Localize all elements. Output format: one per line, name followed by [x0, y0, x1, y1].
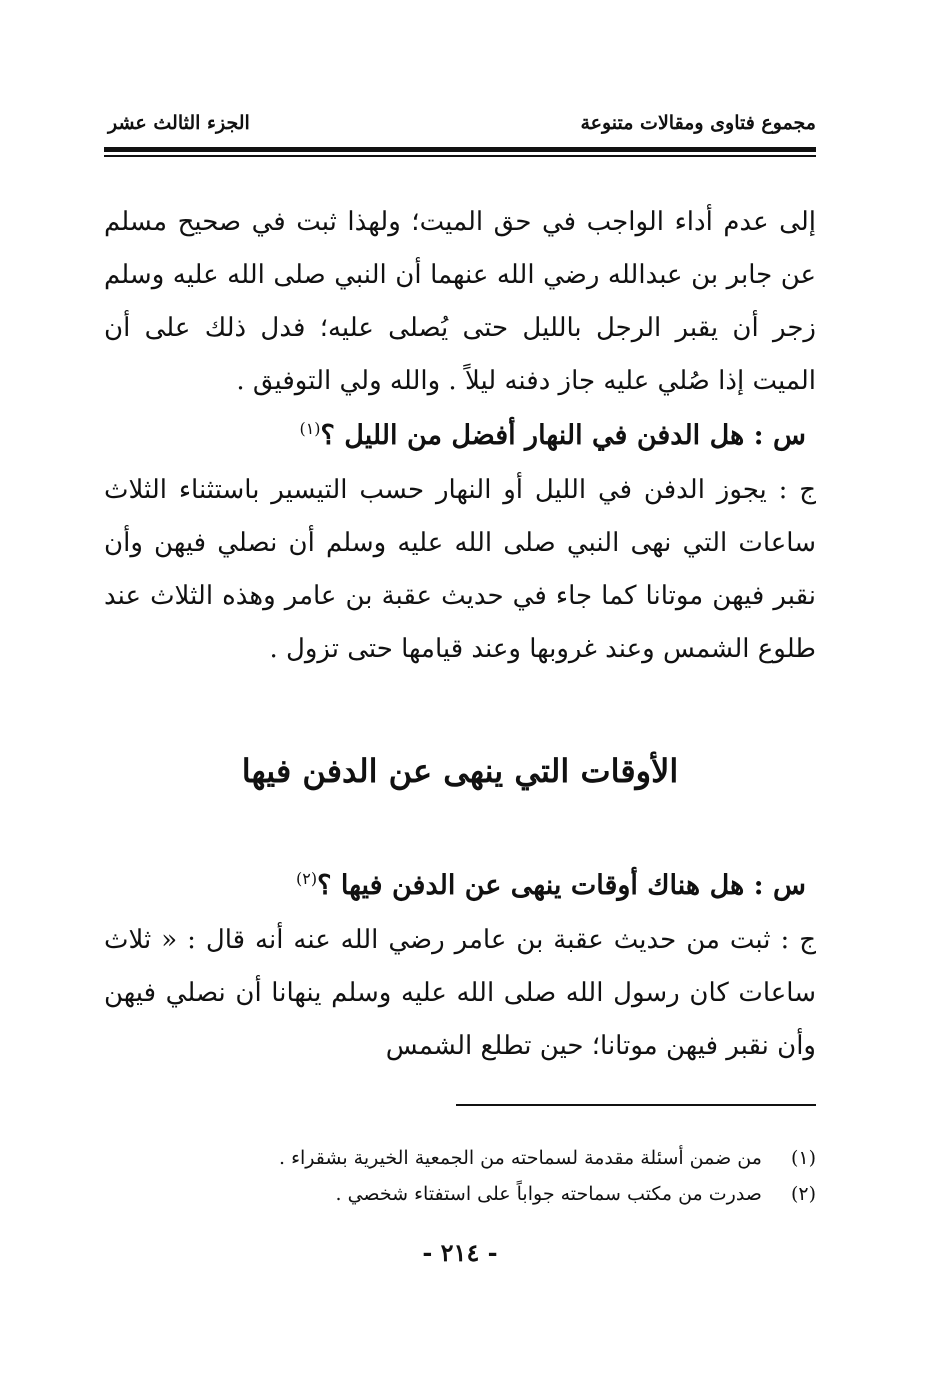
- page-number: - ٢١٤ -: [422, 1238, 498, 1267]
- answer-2: ج : ثبت من حديث عقبة بن عامر رضي الله عنه أنه قال : « ثلاث ساعات كان رسول الله صلى الله عليه وسلم ينهانا أن نصلي فيهن وأن نقبر فيهن موتانا؛ حين تطلع الشمس: [104, 925, 816, 1061]
- header-rule-thick: [104, 147, 816, 152]
- question-1-text: س : هل الدفن في النهار أفضل من الليل ؟: [320, 420, 806, 451]
- footnote-1-number: (١): [790, 1147, 816, 1169]
- paragraph-continuation: إلى عدم أداء الواجب في حق الميت؛ ولهذا ثبت في صحيح مسلم عن جابر بن عبدالله رضي الله عنهما أن النبي صلى الله عليه وسلم زجر أن يقبر الرجل بالليل حتى يُصلى عليه؛ فدل ذلك على أن الميت إذا صُلي عليه جاز دفنه ليلاً . والله ولي التوفيق .: [104, 207, 816, 396]
- question-2-text: س : هل هناك أوقات ينهى عن الدفن فيها ؟: [317, 870, 806, 901]
- running-header: [104, 112, 816, 146]
- book-title: مجموع فتاوى ومقالات متنوعة: [580, 112, 816, 134]
- footnote-2: [104, 1176, 816, 1212]
- main-text: [104, 196, 816, 676]
- footnote-ref-1: (١): [299, 419, 321, 438]
- footnote-2-text: صدرت من مكتب سماحته جواباً على استفتاء شخصي .: [335, 1183, 762, 1205]
- main-text-2: [104, 858, 816, 1073]
- footnote-1: [104, 1140, 816, 1176]
- section-heading: الأوقات التي ينهى عن الدفن فيها: [241, 752, 679, 790]
- footnote-separator: [456, 1104, 816, 1106]
- footnote-1-text: من ضمن أسئلة مقدمة لسماحته من الجمعية الخيرية بشقراء .: [279, 1147, 762, 1169]
- question-1: [104, 408, 816, 464]
- volume-label: الجزء الثالث عشر: [108, 112, 250, 134]
- answer-1: ج : يجوز الدفن في الليل أو النهار حسب التيسير باستثناء الثلاث ساعات التي نهى النبي صلى الله عليه وسلم أن نصلي فيهن وأن نقبر فيهن موتانا كما جاء في حديث عقبة بن عامر وهذه الثلاث عند طلوع الشمس وعند غروبها وعند قيامها حتى تزول .: [104, 475, 816, 664]
- footnote-ref-2: (٢): [296, 869, 318, 888]
- footnote-2-number: (٢): [790, 1183, 816, 1205]
- header-rule-thin: [104, 155, 816, 157]
- question-2: [104, 858, 816, 914]
- footnotes: [104, 1140, 816, 1212]
